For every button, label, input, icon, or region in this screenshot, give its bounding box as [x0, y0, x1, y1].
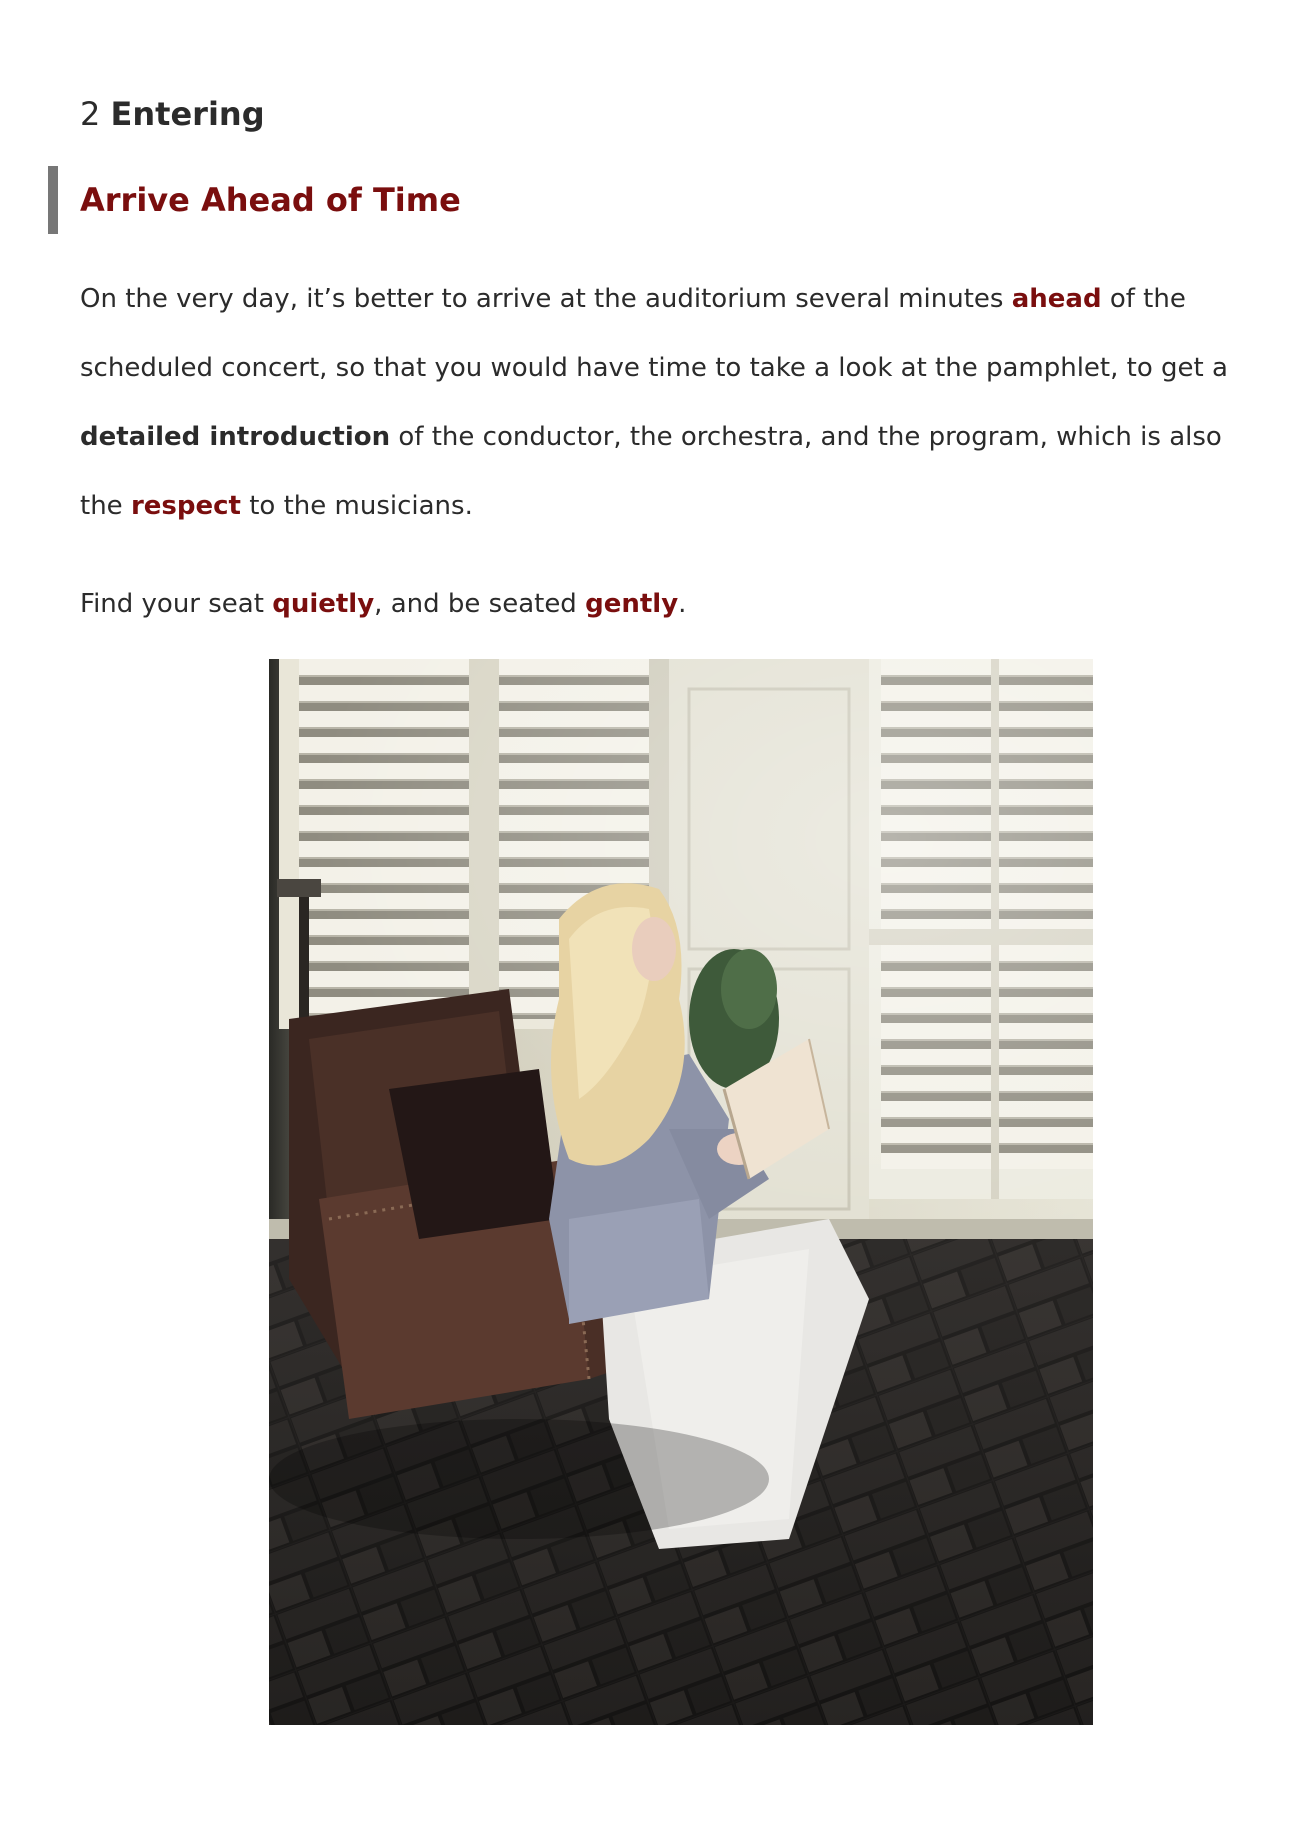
text-run: of the conductor, the orchestra, and the program, which is also the: [80, 422, 1222, 521]
section-number: 2: [80, 95, 101, 133]
text-run: On the very day, it’s better to arrive at the auditorium several minutes: [80, 284, 1012, 314]
section-title: Entering: [110, 95, 265, 133]
highlight-gently: gently: [585, 589, 679, 619]
photo-woman-reading-in-armchair: [269, 659, 1093, 1725]
section-heading: [80, 90, 265, 138]
text-run: .: [678, 589, 687, 619]
paragraph-seat: [80, 570, 1240, 639]
paragraph-arrive: [80, 265, 1240, 541]
subsection-title: Arrive Ahead of Time: [80, 181, 461, 219]
photo-illustration: [269, 659, 1093, 1725]
highlight-quietly: quietly: [272, 589, 375, 619]
text-run: , and be seated: [374, 589, 586, 619]
highlight-ahead: ahead: [1011, 284, 1102, 314]
text-run: to the musicians.: [240, 491, 473, 521]
subheading-accent-bar: [48, 166, 58, 234]
text-run: Find your seat: [80, 589, 273, 619]
highlight-detailed-introduction: detailed introduction: [80, 422, 391, 452]
text-run: of the scheduled concert, so that you would have time to take a look at the pamphlet, to get a: [80, 284, 1228, 383]
highlight-respect: respect: [130, 491, 241, 521]
